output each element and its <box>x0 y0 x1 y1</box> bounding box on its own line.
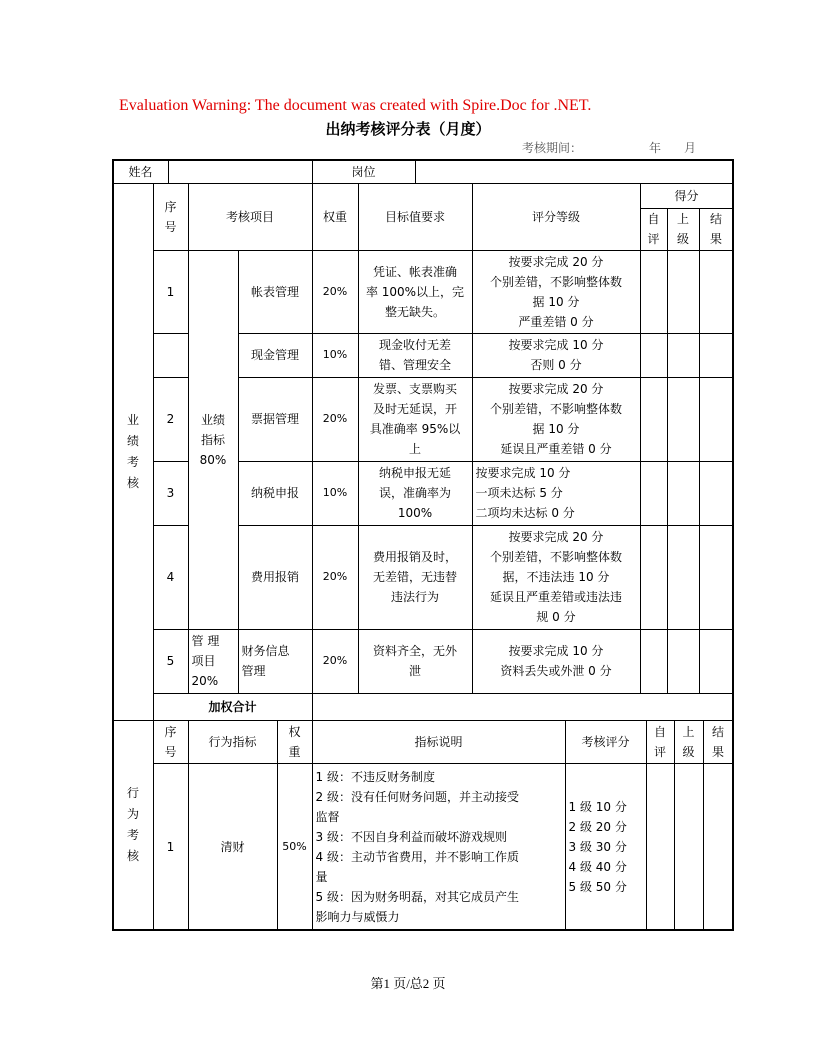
perf-row-grade: 按要求完成 20 分 个别差错，不影响整体数 据 10 分 延误且严重差错 0 分 <box>472 377 641 462</box>
perf-row-superior-score[interactable] <box>667 461 700 526</box>
header-self: 自 评 <box>640 208 668 251</box>
header-grade: 评分等级 <box>472 183 641 251</box>
bh-row-result[interactable] <box>703 763 734 931</box>
bh-row-desc: 1 级：不违反财务制度 2 级：没有任何财务问题，并主动接受 监督 3 级：不因自身利益而破坏游戏规则 4 级：主动节省费用，并不影响工作质 量 5 级：因为财务明磊，对其它成员产生 影响力与威慑力 <box>312 763 566 931</box>
period-label: 考核期间： <box>522 141 583 155</box>
header-target: 目标值要求 <box>358 183 473 251</box>
perf-row-item: 财务信息 管理 <box>238 629 313 694</box>
evaluation-warning: Evaluation Warning: The document was created with Spire.Doc for .NET. <box>119 97 592 114</box>
perf-row-result[interactable] <box>699 250 734 334</box>
perf-row-seq: 1 <box>153 250 189 334</box>
weighted-total-label: 加权合计 <box>153 693 313 721</box>
perf-row-self-score[interactable] <box>640 250 668 334</box>
perf-row-target: 资料齐全，无外 泄 <box>358 629 473 694</box>
name-label: 姓名 <box>113 160 169 184</box>
perf-row-self-score[interactable] <box>640 377 668 462</box>
perf-row-self-score[interactable] <box>640 461 668 526</box>
perf-row-item: 现金管理 <box>238 333 313 378</box>
perf-row-weight: 20% <box>312 629 359 694</box>
perf-row-result[interactable] <box>699 629 734 694</box>
perf-row-superior-score[interactable] <box>667 525 700 630</box>
perf-row-self-score[interactable] <box>640 333 668 378</box>
header-result: 结 果 <box>699 208 734 251</box>
perf-row-grade: 按要求完成 20 分 个别差错，不影响整体数 据 10 分 严重差错 0 分 <box>472 250 641 334</box>
header-item: 考核项目 <box>188 183 313 251</box>
perf-row-target: 发票、支票购买 及时无延误，开 具准确率 95%以 上 <box>358 377 473 462</box>
perf-section-label: 业 绩 考 核 <box>113 183 154 721</box>
header-score: 得分 <box>640 183 734 209</box>
bh-row-self-score[interactable] <box>646 763 675 931</box>
perf-row-seq: 3 <box>153 461 189 526</box>
perf-row-superior-score[interactable] <box>667 629 700 694</box>
perf-row-superior-score[interactable] <box>667 377 700 462</box>
bh-header-superior: 上 级 <box>674 720 704 764</box>
period-year: 年 <box>649 141 662 155</box>
perf-row-target: 凭证、帐表准确 率 100%以上，完 整无缺失。 <box>358 250 473 334</box>
perf-row-grade: 按要求完成 20 分 个别差错，不影响整体数 据，不违法违 10 分 延误且严重差错或违法违 规 0 分 <box>472 525 641 630</box>
perf-row-weight: 10% <box>312 333 359 378</box>
perf-row-weight: 20% <box>312 250 359 334</box>
perf-row-item: 费用报销 <box>238 525 313 630</box>
bh-header-desc: 指标说明 <box>312 720 566 764</box>
bh-header-indicator: 行为指标 <box>188 720 278 764</box>
perf-row-grade: 按要求完成 10 分 资料丢失或外泄 0 分 <box>472 629 641 694</box>
group-mgmt-item: 管 理 项目 20% <box>188 629 239 694</box>
bh-header-seq: 序 号 <box>153 720 189 764</box>
perf-row-result[interactable] <box>699 377 734 462</box>
perf-row-grade: 按要求完成 10 分 一项未达标 5 分 二项均未达标 0 分 <box>472 461 641 526</box>
perf-row-target: 费用报销及时， 无差错，无违替 违法行为 <box>358 525 473 630</box>
perf-row-seq: 5 <box>153 629 189 694</box>
perf-row-item: 票据管理 <box>238 377 313 462</box>
bh-row-indicator: 清财 <box>188 763 278 931</box>
page-footer: 第1 页/总2 页 <box>370 976 446 991</box>
perf-row-weight: 20% <box>312 377 359 462</box>
perf-row-result[interactable] <box>699 525 734 630</box>
perf-row-weight: 10% <box>312 461 359 526</box>
perf-row-self-score[interactable] <box>640 525 668 630</box>
perf-row-item: 帐表管理 <box>238 250 313 334</box>
position-label: 岗位 <box>312 160 416 184</box>
header-weight: 权重 <box>312 183 359 251</box>
perf-row-superior-score[interactable] <box>667 333 700 378</box>
bh-row-seq: 1 <box>153 763 189 931</box>
perf-row-seq <box>153 333 189 378</box>
bh-header-weight: 权 重 <box>277 720 313 764</box>
position-field[interactable] <box>415 160 734 184</box>
bh-row-weight: 50% <box>277 763 313 931</box>
group-perf-indicator: 业绩 指标 80% <box>188 250 239 630</box>
perf-row-superior-score[interactable] <box>667 250 700 334</box>
perf-row-target: 纳税申报无延 误，准确率为 100% <box>358 461 473 526</box>
bh-row-score: 1 级 10 分 2 级 20 分 3 级 30 分 4 级 40 分 5 级 50 分 <box>565 763 647 931</box>
bh-row-superior-score[interactable] <box>674 763 704 931</box>
perf-row-result[interactable] <box>699 461 734 526</box>
perf-row-item: 纳税申报 <box>238 461 313 526</box>
perf-row-self-score[interactable] <box>640 629 668 694</box>
document-title: 出纳考核评分表（月度） <box>325 120 491 138</box>
perf-row-result[interactable] <box>699 333 734 378</box>
perf-row-seq: 2 <box>153 377 189 462</box>
period-month: 月 <box>684 141 697 155</box>
name-field[interactable] <box>168 160 313 184</box>
bh-header-score: 考核评分 <box>565 720 647 764</box>
behavior-section-label: 行 为 考 核 <box>113 720 154 931</box>
bh-header-result: 结 果 <box>703 720 734 764</box>
perf-row-seq: 4 <box>153 525 189 630</box>
perf-row-weight: 20% <box>312 525 359 630</box>
header-superior: 上 级 <box>667 208 700 251</box>
perf-row-target: 现金收付无差 错、管理安全 <box>358 333 473 378</box>
perf-row-grade: 按要求完成 10 分 否则 0 分 <box>472 333 641 378</box>
header-seq: 序 号 <box>153 183 189 251</box>
weighted-total-value[interactable] <box>312 693 734 721</box>
bh-header-self: 自 评 <box>646 720 675 764</box>
